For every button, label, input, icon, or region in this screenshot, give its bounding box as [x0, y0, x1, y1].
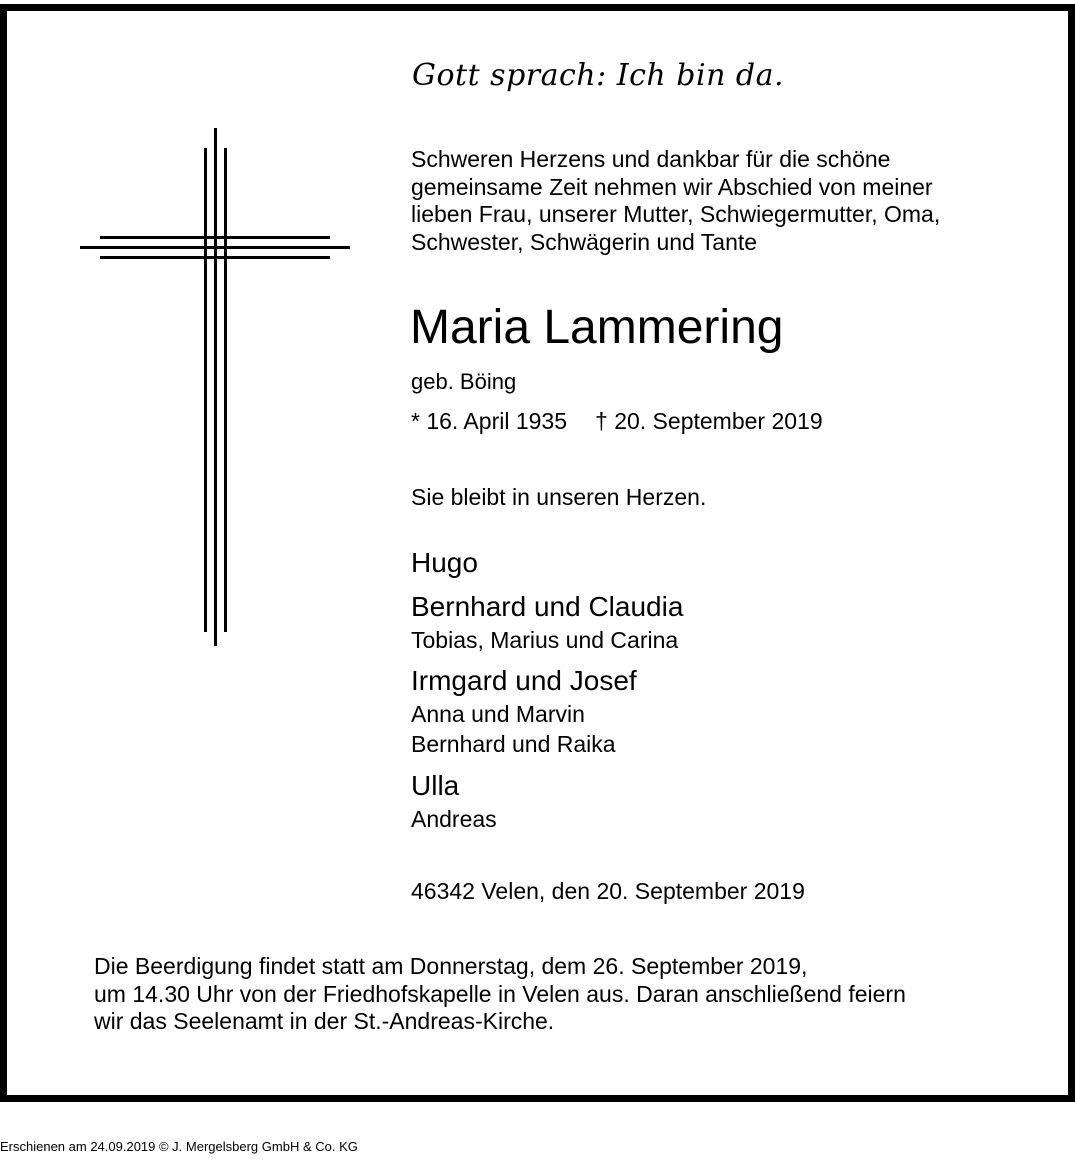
- cross-icon: [80, 128, 350, 646]
- death-date: † 20. September 2019: [595, 408, 823, 434]
- funeral-line: Die Beerdigung findet statt am Donnerstag, dem 26. September 2019,: [94, 953, 808, 979]
- funeral-info: [94, 953, 906, 1036]
- family-member-children: Andreas: [411, 806, 497, 832]
- family-member-children: Bernhard und Raika: [411, 731, 616, 757]
- publication-footer: Erschienen am 24.09.2019 © J. Mergelsberg GmbH & Co. KG: [0, 1139, 358, 1154]
- family-member-children: Tobias, Marius und Carina: [411, 627, 679, 653]
- intro-line: Schwester, Schwägerin und Tante: [411, 228, 758, 255]
- place-and-date: 46342 Velen, den 20. September 2019: [411, 878, 805, 904]
- intro-text: [411, 146, 940, 256]
- deceased-name: Maria Lammering: [410, 301, 784, 354]
- birth-name: geb. Böing: [411, 369, 517, 394]
- family-member-children: Anna und Marvin: [411, 701, 585, 727]
- intro-line: Schweren Herzens und dankbar für die schöne: [411, 146, 891, 172]
- life-dates: [411, 408, 823, 435]
- birth-date: * 16. April 1935: [411, 408, 568, 434]
- motto: Gott sprach: Ich bin da.: [412, 58, 785, 93]
- family-member: Hugo: [411, 547, 478, 578]
- funeral-line: wir das Seelenamt in der St.-Andreas-Kirche.: [94, 1008, 555, 1034]
- funeral-line: um 14.30 Uhr von der Friedhofskapelle in Velen aus. Daran anschließend feiern: [94, 980, 906, 1007]
- family-member: Ulla: [411, 770, 460, 801]
- intro-line: gemeinsame Zeit nehmen wir Abschied von meiner: [411, 173, 933, 200]
- intro-line: lieben Frau, unserer Mutter, Schwiegermutter, Oma,: [411, 201, 941, 227]
- memorial-quote: Sie bleibt in unseren Herzen.: [411, 484, 707, 510]
- family-member: Irmgard und Josef: [411, 665, 637, 696]
- family-member: Bernhard und Claudia: [411, 591, 684, 622]
